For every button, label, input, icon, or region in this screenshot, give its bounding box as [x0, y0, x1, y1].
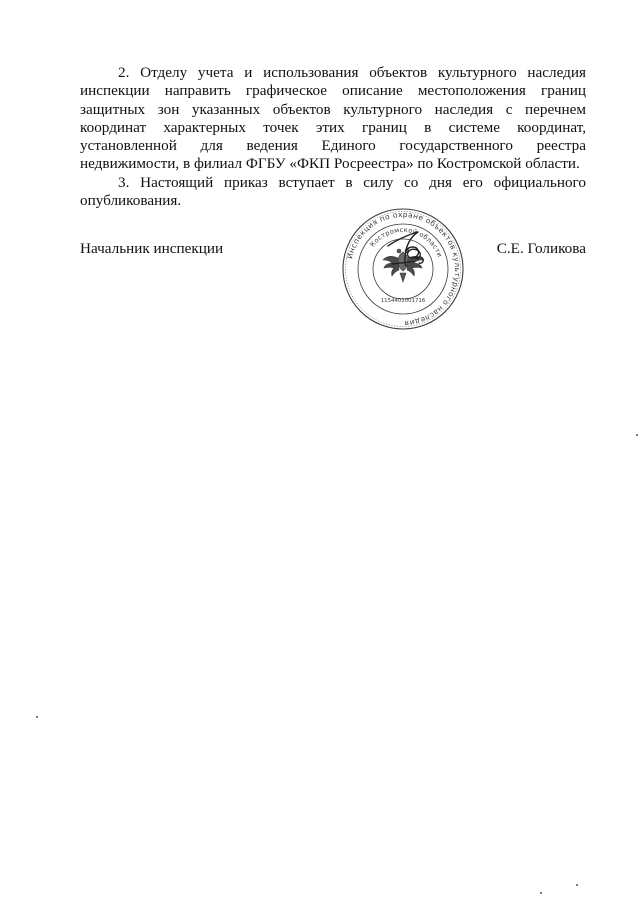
seal-outer-text: Инспекция по охране объектов культурного наследия — [345, 209, 463, 329]
paragraph-item-3: 3. Настоящий приказ вступает в силу со дня его официального опубликования. — [80, 173, 586, 210]
scan-speck — [576, 884, 578, 886]
document-body — [80, 64, 586, 210]
scan-speck — [540, 892, 542, 894]
scan-speck — [636, 434, 638, 436]
official-seal — [340, 206, 466, 332]
seal-inner-text: Костромской области — [368, 225, 444, 259]
seal-number: 1154401001716 — [380, 298, 426, 304]
scan-speck — [36, 716, 38, 718]
eagle-emblem-icon — [383, 249, 423, 282]
signature-block — [80, 240, 586, 264]
signatory-name: С.Е. Голикова — [496, 240, 586, 257]
signatory-position: Начальник инспекции — [80, 240, 224, 257]
paragraph-item-2: 2. Отделу учета и использования объектов культурного наследия инспекции направить графическое описание местоположения границ защитных зон указанных объектов культурного наследия с перечнем координат характерных точек этих границ в системе координат, установленной для ведения Единого государственного реестра недвижимости, в филиал ФГБУ «ФКП Росреестра» по Костромской области. — [80, 64, 586, 173]
